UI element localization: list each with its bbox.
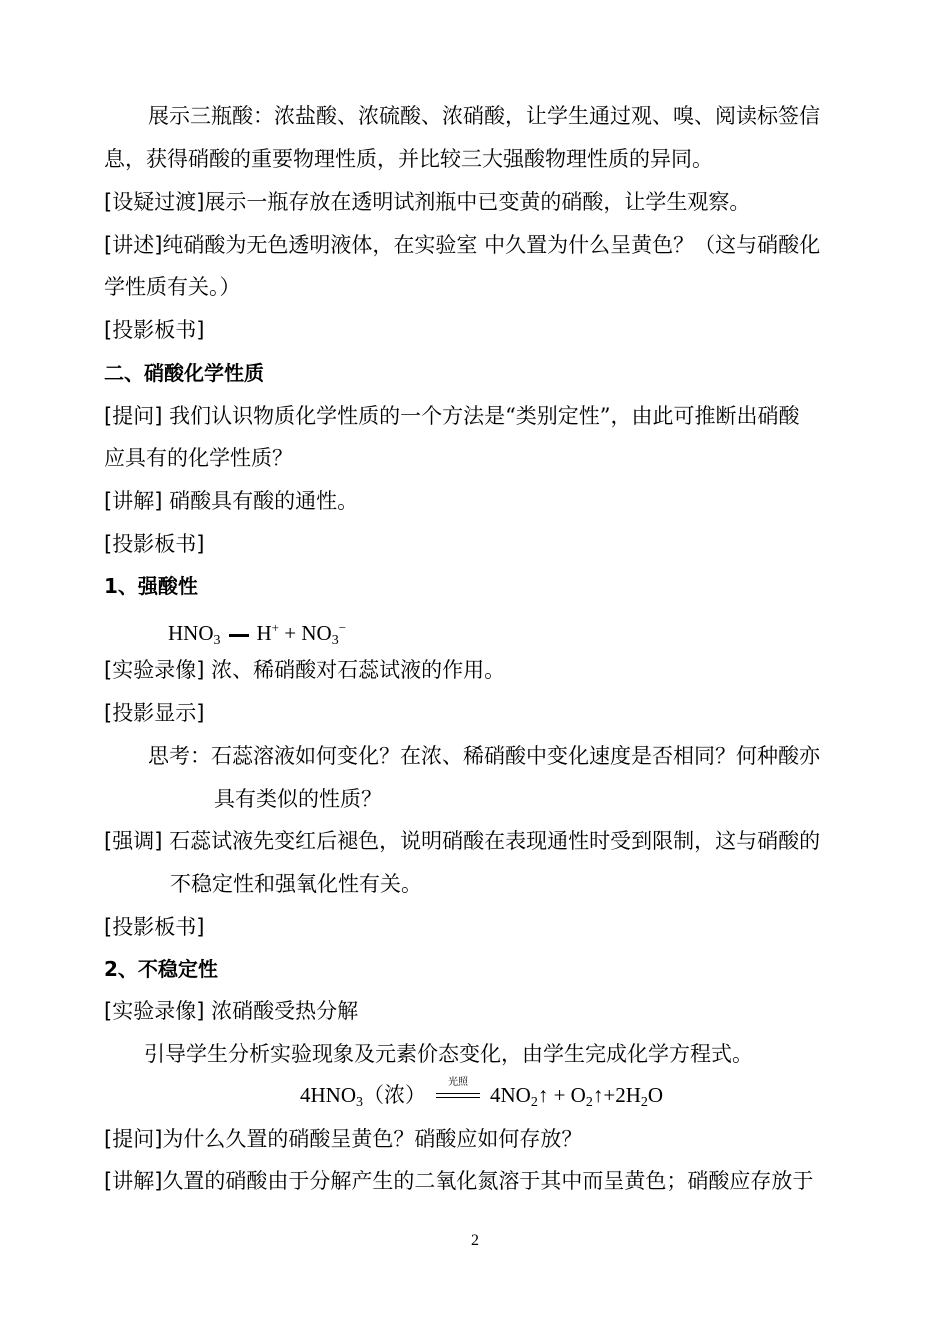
condition-label: 光照 — [448, 1077, 468, 1089]
paragraph-line — [104, 188, 750, 216]
paragraph-line: 引导学生分析实验现象及元素价态变化，由学生完成化学方程式。 — [144, 1042, 753, 1066]
paragraph-text: 浓、稀硝酸对石蕊试液的作用。 — [204, 658, 506, 682]
paragraph-line — [104, 827, 820, 855]
section-tag: [实验录像] — [104, 658, 205, 682]
formula-subscript: 2 — [585, 1095, 593, 1110]
paragraph-line — [104, 656, 505, 684]
heading-tag: [投影显示] — [104, 701, 205, 725]
heading-tag: [投影板书] — [104, 915, 205, 939]
formula-reactant: 4HNO — [300, 1083, 356, 1107]
formula-product: +2H — [603, 1083, 641, 1107]
section-heading: 2、不稳定性 — [104, 957, 218, 981]
paragraph-line — [104, 231, 820, 259]
paragraph-text: 展示一瓶存放在透明试剂瓶中已变黄的硝酸，让学生观察。 — [204, 190, 751, 214]
paragraph-text: 石蕊试液先变红后褪色，说明硝酸在表现通性时受到限制，这与硝酸的 — [162, 829, 821, 853]
formula-subscript: 3 — [356, 1095, 363, 1110]
paragraph-text: 纯硝酸为无色透明液体，在实验室 中久置为什么呈黄色？（这与硝酸化 — [162, 233, 821, 257]
paragraph-line — [104, 1167, 813, 1195]
paragraph-text: 我们认识物质化学性质的一个方法是“类别定性”，由此可推断出硝酸 — [162, 404, 800, 428]
heading-tag: [投影板书] — [104, 532, 205, 556]
gas-arrow: ↑ — [592, 1083, 604, 1107]
section-tag: [设疑过渡] — [104, 190, 205, 214]
formula-superscript: − — [338, 620, 347, 635]
formula-subscript: 2 — [640, 1095, 648, 1110]
plus-sign: + — [279, 621, 302, 645]
section-tag: [实验录像] — [104, 999, 205, 1023]
formula-nitrate: NO — [301, 621, 332, 645]
ionization-equation — [168, 614, 346, 651]
section-tag: [讲述] — [104, 233, 163, 257]
paragraph-line — [104, 487, 358, 515]
gas-arrow: ↑ — [537, 1083, 554, 1107]
paragraph-line: 具有类似的性质？ — [214, 787, 382, 811]
paragraph-line: 思考：石蕊溶液如何变化？在浓、稀硝酸中变化速度是否相同？何种酸亦 — [148, 744, 820, 768]
section-tag: [提问] — [104, 1127, 163, 1151]
section-tag: [讲解] — [104, 1169, 163, 1193]
paragraph-line: 应具有的化学性质？ — [104, 446, 293, 470]
decomposition-equation — [300, 1077, 664, 1113]
paragraph-text: 硝酸具有酸的通性。 — [162, 489, 359, 513]
paragraph-line — [104, 997, 358, 1025]
paragraph-text: 久置的硝酸由于分解产生的二氧化氮溶于其中而呈黄色；硝酸应存放于 — [162, 1169, 814, 1193]
paragraph-line — [104, 1125, 582, 1153]
reaction-condition-arrow — [436, 1077, 480, 1109]
heading-tag: [投影板书] — [104, 318, 205, 342]
section-heading: 二、硝酸化学性质 — [104, 361, 264, 385]
formula-subscript: 3 — [213, 633, 221, 648]
formula-product: + O — [553, 1083, 586, 1107]
paragraph-text: 为什么久置的硝酸呈黄色？硝酸应如何存放？ — [162, 1127, 583, 1151]
equals-bar — [229, 634, 249, 637]
section-tag: [强调] — [104, 829, 163, 853]
section-tag: [讲解] — [104, 489, 163, 513]
page-number: 2 — [471, 1232, 479, 1249]
formula-hno3: HNO — [168, 621, 214, 645]
formula-subscript: 2 — [530, 1095, 538, 1110]
paragraph-line: 不稳定性和强氧化性有关。 — [170, 872, 422, 896]
paragraph-line: 息，获得硝酸的重要物理性质，并比较三大强酸物理性质的异同。 — [104, 147, 713, 171]
formula-h-ion: H — [256, 621, 272, 645]
formula-product: 4NO — [490, 1083, 531, 1107]
formula-superscript: + — [271, 620, 280, 635]
reactant-condition: （浓） — [363, 1083, 426, 1107]
paragraph-line — [104, 402, 800, 430]
section-tag: [提问] — [104, 404, 163, 428]
paragraph-text: 浓硝酸受热分解 — [204, 999, 359, 1023]
formula-subscript: 3 — [331, 633, 339, 648]
paragraph-line: 学性质有关。） — [104, 275, 241, 299]
section-heading: 1、强酸性 — [104, 574, 198, 598]
formula-product: O — [647, 1083, 664, 1107]
paragraph-line: 展示三瓶酸：浓盐酸、浓硫酸、浓硝酸，让学生通过观、嗅、阅读标签信 — [148, 104, 820, 128]
